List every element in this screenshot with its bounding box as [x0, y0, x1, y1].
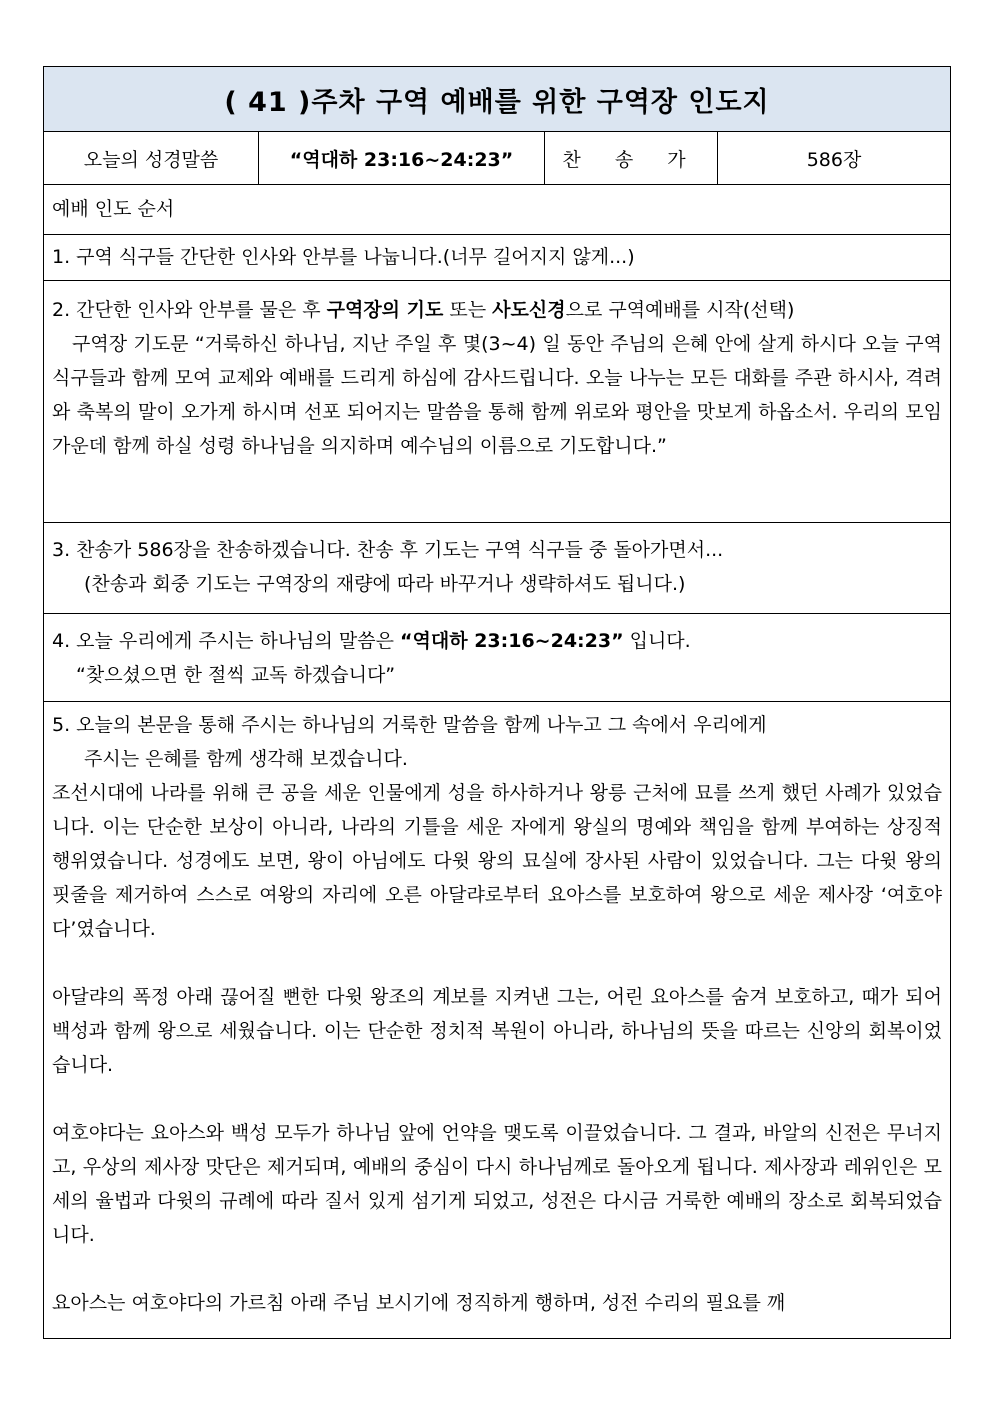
step-4-text-pre: 4. 오늘 우리에게 주시는 하나님의 말씀은: [52, 630, 401, 652]
step-2-text-post: 으로 구역예배를 시작(선택): [565, 299, 795, 321]
step-2-heading: [52, 293, 942, 327]
leader-prayer-text: 구역장 기도문 “거룩하신 하나님, 지난 주일 후 몇(3~4) 일 동안 주님의 은혜 안에 살게 하시다 오늘 구역 식구들과 함께 모여 교제와 예배를 드리게 하심에 감사드립니다. 오늘 나누는 모든 대화를 주관 하시사, 격려와 축복의 말이 오가게 하시며 선포 되어지는 말씀을 통해 함께 위로와 평안을 맛보게 하옵소서. 우리의 모임 가운데 함께 하실 성령 하나님을 의지하며 예수님의 이름으로 기도합니다.”: [52, 333, 942, 457]
sermon-paragraph-4: 요아스는 여호야다의 가르침 아래 주님 보시기에 정직하게 행하며, 성전 수리의 필요를 깨: [52, 1292, 786, 1314]
step-2-bold-leader-prayer: 구역장의 기도: [326, 299, 444, 321]
step-3: [44, 523, 950, 614]
order-heading: 예배 인도 순서: [44, 185, 950, 235]
step-2-text-mid: 또는: [443, 299, 493, 321]
step-4-line-2: “찾으셨으면 한 절씩 교독 하겠습니다”: [76, 664, 396, 686]
hymn-label: 찬 송 가: [545, 132, 718, 184]
scripture-label: 오늘의 성경말씀: [44, 132, 259, 184]
step-3-line-1: 3. 찬송가 586장을 찬송하겠습니다. 찬송 후 기도는 구역 식구들 중 돌아가면서...: [52, 539, 724, 561]
step-5-line-2: 주시는 은혜를 함께 생각해 보겠습니다.: [84, 748, 408, 770]
step-3-line-2: (찬송과 회중 기도는 구역장의 재량에 따라 바꾸거나 생략하셔도 됩니다.): [84, 573, 686, 595]
sermon-paragraph-1: 조선시대에 나라를 위해 큰 공을 세운 인물에게 성을 하사하거나 왕릉 근처에 묘를 쓰게 했던 사례가 있었습니다. 이는 단순한 보상이 아니라, 나라의 기틀을 세운 자에게 왕실의 명예와 책임을 함께 부여하는 상징적 행위였습니다. 성경에도 보면, 왕이 아님에도 다윗 왕의 묘실에 장사된 사람이 있었습니다. 그는 다윗 왕의 핏줄을 제거하여 스스로 여왕의 자리에 오른 아달랴로부터 요아스를 보호하여 왕으로 세운 제사장 ‘여호야다’였습니다.: [52, 782, 942, 940]
page-title: ( 41 )주차 구역 예배를 위한 구역장 인도지: [44, 67, 950, 132]
sermon-paragraph-2: 아달랴의 폭정 아래 끊어질 뻔한 다윗 왕조의 계보를 지켜낸 그는, 어린 요아스를 숨겨 보호하고, 때가 되어 백성과 함께 왕으로 세웠습니다. 이는 단순한 정치적 복원이 아니라, 하나님의 뜻을 따르는 신앙의 회복이었습니다.: [52, 986, 942, 1076]
step-4-text-post: 입니다.: [623, 630, 691, 652]
step-2: [44, 281, 950, 523]
step-5: [44, 702, 950, 1338]
step-1: 1. 구역 식구들 간단한 인사와 안부를 나눕니다.(너무 길어지지 않게...): [44, 235, 950, 281]
hymn-value: 586장: [806, 148, 862, 171]
step-2-text-pre: 2. 간단한 인사와 안부를 물은 후: [52, 299, 327, 321]
step-4-line-1: [52, 624, 942, 658]
step-4: [44, 614, 950, 702]
step-4-scripture: “역대하 23:16~24:23”: [400, 630, 624, 652]
step-2-bold-apostles-creed: 사도신경: [492, 299, 566, 321]
scripture-value: “역대하 23:16~24:23”: [259, 132, 545, 184]
info-row: [44, 132, 950, 185]
worship-guide-document: [43, 66, 951, 1339]
step-5-line-1: 5. 오늘의 본문을 통해 주시는 하나님의 거룩한 말씀을 함께 나누고 그 속에서 우리에게: [52, 714, 767, 736]
sermon-paragraph-3: 여호야다는 요아스와 백성 모두가 하나님 앞에 언약을 맺도록 이끌었습니다. 그 결과, 바알의 신전은 무너지고, 우상의 제사장 맛단은 제거되며, 예배의 중심이 다시 하나님께로 돌아오게 됩니다. 제사장과 레위인은 모세의 율법과 다윗의 규례에 따라 질서 있게 섬기게 되었고, 성전은 다시금 거룩한 예배의 장소로 회복되었습니다.: [52, 1122, 942, 1246]
